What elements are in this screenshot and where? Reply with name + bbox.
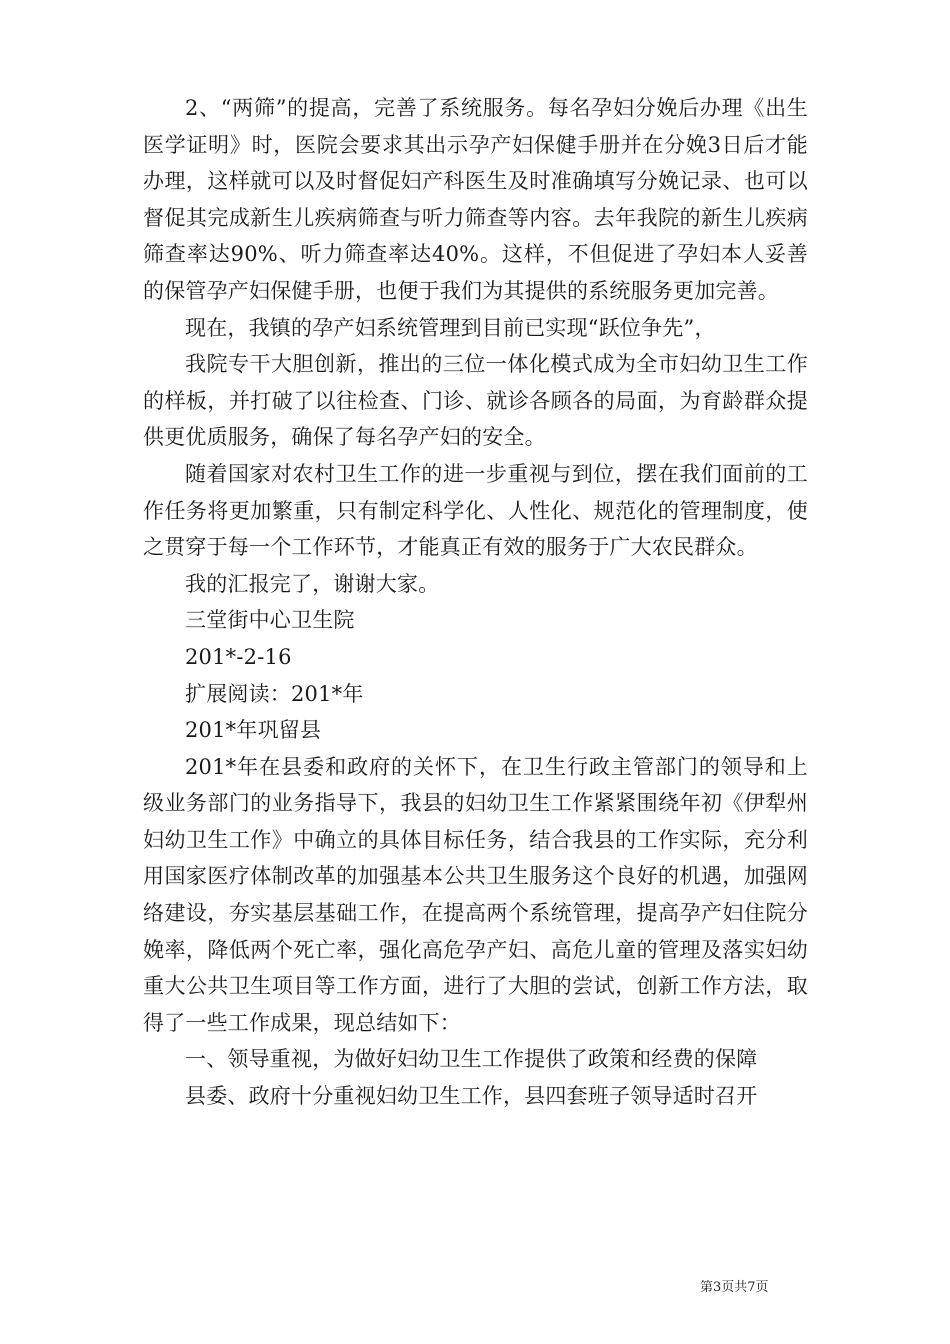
signature-date: 201*-2-16 <box>185 644 292 669</box>
paragraph-innovation: 我院专干大胆创新，推出的三位一体化模式成为全市妇幼卫生工作的样板，并打破了以往检查、门诊、就诊各顾各的局面，为育龄群众提供更优质服务，确保了每名孕产妇的安全。 <box>143 352 808 450</box>
paragraph-closing: 我的汇报完了，谢谢大家。 <box>185 571 440 596</box>
paragraph-county-summary: 201*年在县委和政府的关怀下，在卫生行政主管部门的领导和上级业务部门的业务指导下，我县的妇幼卫生工作紧紧围绕年初《伊犁州妇幼卫生工作》中确立的具体目标任务，结合我县的工作实际，充分利用国家医疗体制改革的加强基本公共卫生服务这个良好的机遇，加强网络建设，夯实基层基础工作，在提高两个系统管理，提高孕产妇住院分娩率，降低两个死亡率，强化高危孕产妇、高危儿童的管理及落实妇幼重大公共卫生项目等工作方面，进行了大胆的尝试，创新工作方法，取得了一些工作成果，现总结如下： <box>143 754 808 1035</box>
signature-organization: 三堂街中心卫生院 <box>185 608 355 633</box>
document-body <box>143 90 808 1115</box>
section-heading-leadership: 一、领导重视，为做好妇幼卫生工作提供了政策和经费的保障 <box>185 1047 758 1072</box>
extended-reading-label: 扩展阅读：201*年 <box>185 681 364 706</box>
paragraph-system-management: 现在，我镇的孕产妇系统管理到目前已实现“跃位争先”， <box>185 315 716 340</box>
paragraph-county-leadership: 县委、政府十分重视妇幼卫生工作，县四套班子领导适时召开 <box>185 1084 758 1109</box>
page-number-footer: 第3页共7页 <box>700 1280 769 1295</box>
section-heading-county: 201*年巩留县 <box>185 718 322 743</box>
paragraph-two-screenings: 2、“两筛”的提高，完善了系统服务。每名孕妇分娩后办理《出生医学证明》时，医院会要求其出示孕产妇保健手册并在分娩3日后才能办理，这样就可以及时督促妇产科医生及时准确填写分娩记录、也可以督促其完成新生儿疾病筛查与听力筛查等内容。去年我院的新生儿疾病筛查率达90%、听力筛查率达40%。这样，不但促进了孕妇本人妥善的保管孕产妇保健手册，也便于我们为其提供的系统服务更加完善。 <box>143 96 808 303</box>
paragraph-future-work: 随着国家对农村卫生工作的进一步重视与到位，摆在我们面前的工作任务将更加繁重，只有制定科学化、人性化、规范化的管理制度，使之贯穿于每一个工作环节，才能真正有效的服务于广大农民群众。 <box>143 461 808 560</box>
